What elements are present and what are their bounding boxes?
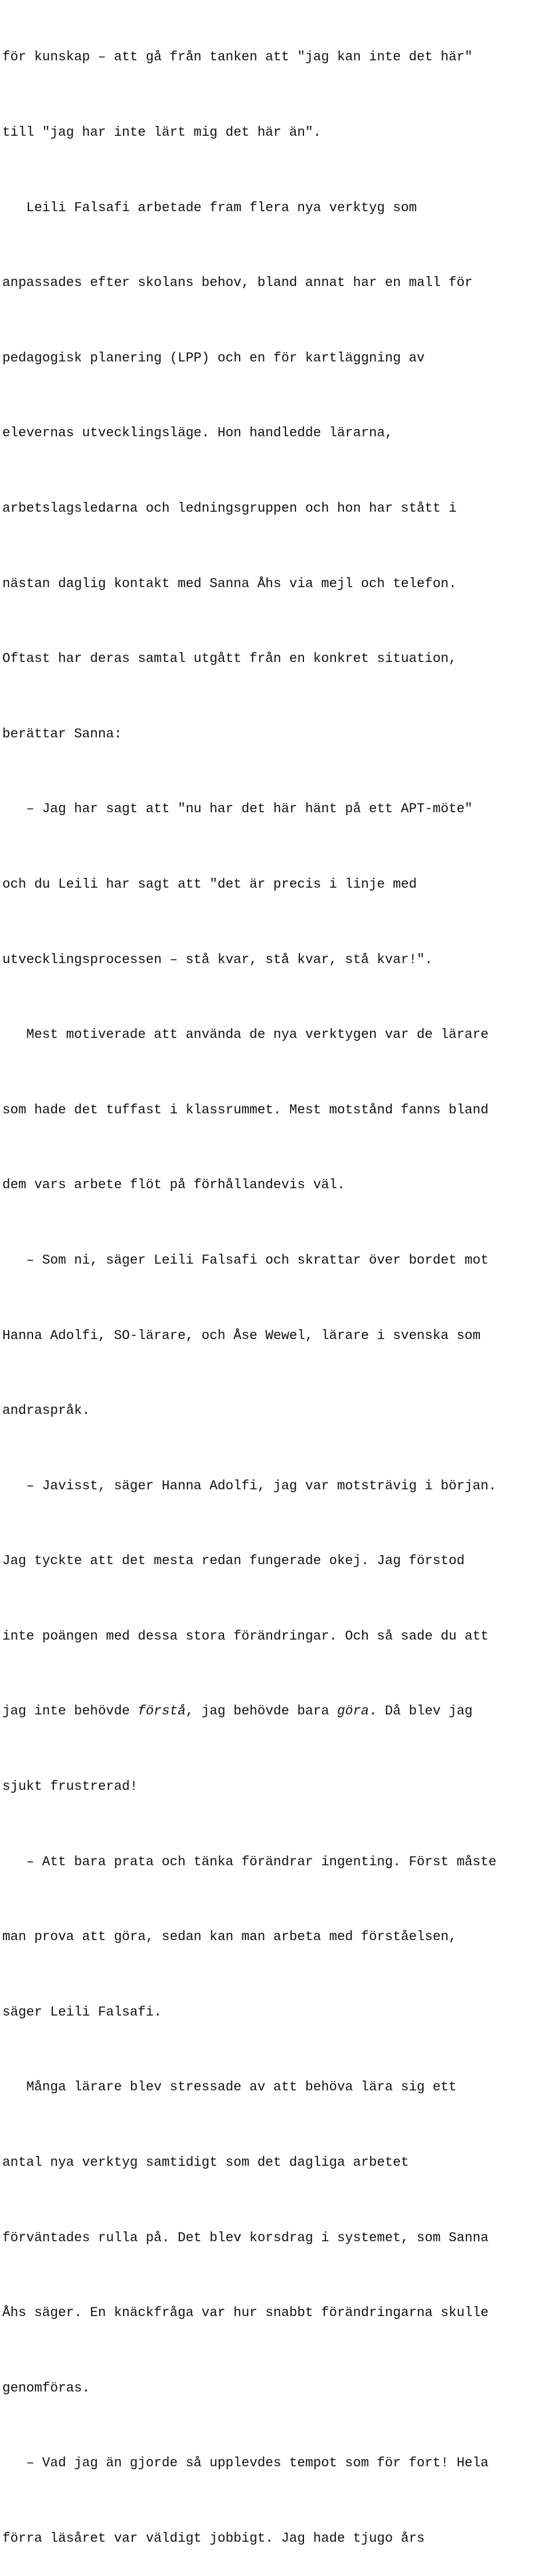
text-line: Många lärare blev stressade av att behöva lära sig ett (2, 2079, 457, 2095)
text-line: säger Leili Falsafi. (2, 2004, 162, 2020)
text-segment: jag inte behövde (2, 1703, 138, 1719)
text-line: för kunskap – att gå från tanken att "jag kan inte det här" (2, 49, 473, 65)
italic-word: förstå (138, 1703, 186, 1719)
italic-word: göra (337, 1703, 369, 1719)
text-line: arbetslagsledarna och ledningsgruppen och hon har stått i (2, 500, 457, 516)
text-line: pedagogisk planering (LPP) och en för kartläggning av (2, 350, 425, 366)
text-line: sjukt frustrerad! (2, 1779, 138, 1794)
text-line: genomföras. (2, 2380, 91, 2396)
text-line: förväntades rulla på. Det blev korsdrag i systemet, som Sanna (2, 2230, 489, 2245)
text-line: andraspråk. (2, 1403, 91, 1419)
text-line: anpassades efter skolans behov, bland annat har en mall för (2, 275, 473, 291)
text-line: – Jag har sagt att "nu har det här hänt på ett APT-möte" (2, 801, 473, 817)
text-line: – Att bara prata och tänka förändrar ingenting. Först måste (2, 1854, 497, 1869)
text-line: förra läsåret var väldigt jobbigt. Jag hade tjugo års (2, 2531, 425, 2546)
text-line: utvecklingsprocessen – stå kvar, stå kvar, stå kvar!". (2, 951, 433, 967)
text-line: antal nya verktyg samtidigt som det dagliga arbetet (2, 2155, 409, 2170)
text-line-with-italics (2, 1699, 557, 1724)
text-segment: . Då blev jag (368, 1703, 473, 1719)
text-line: berättar Sanna: (2, 726, 122, 741)
document-page (2, 0, 557, 2576)
text-segment: , jag behövde bara (185, 1703, 337, 1719)
text-line: inte poängen med dessa stora förändringar. Och så sade du att (2, 1628, 489, 1644)
text-line: nästan daglig kontakt med Sanna Åhs via mejl och telefon. (2, 576, 457, 591)
text-line: – Vad jag än gjorde så upplevdes tempot som för fort! Hela (2, 2455, 489, 2471)
text-line: elevernas utvecklingsläge. Hon handledde lärarna, (2, 425, 393, 441)
text-line: man prova att göra, sedan kan man arbeta med förståelsen, (2, 1929, 457, 1945)
text-line: och du Leili har sagt att "det är precis i linje med (2, 876, 417, 892)
text-line: dem vars arbete flöt på förhållandevis väl. (2, 1177, 345, 1193)
text-line: som hade det tuffast i klassrummet. Mest motstånd fanns bland (2, 1102, 489, 1117)
text-line: – Som ni, säger Leili Falsafi och skrattar över bordet mot (2, 1252, 489, 1268)
text-line: Hanna Adolfi, SO-lärare, och Åse Wewel, lärare i svenska som (2, 1327, 481, 1343)
text-line: – Javisst, säger Hanna Adolfi, jag var motsträvig i början. (2, 1478, 497, 1493)
text-line: Leili Falsafi arbetade fram flera nya verktyg som (2, 200, 417, 215)
text-line: Oftast har deras samtal utgått från en konkret situation, (2, 651, 457, 667)
text-line: till "jag har inte lärt mig det här än". (2, 125, 321, 140)
text-line: Åhs säger. En knäckfråga var hur snabbt förändringarna skulle (2, 2305, 489, 2321)
text-line: Jag tyckte att det mesta redan fungerade okej. Jag förstod (2, 1553, 465, 1569)
text-line: Mest motiverade att använda de nya verktygen var de lärare (2, 1027, 489, 1043)
